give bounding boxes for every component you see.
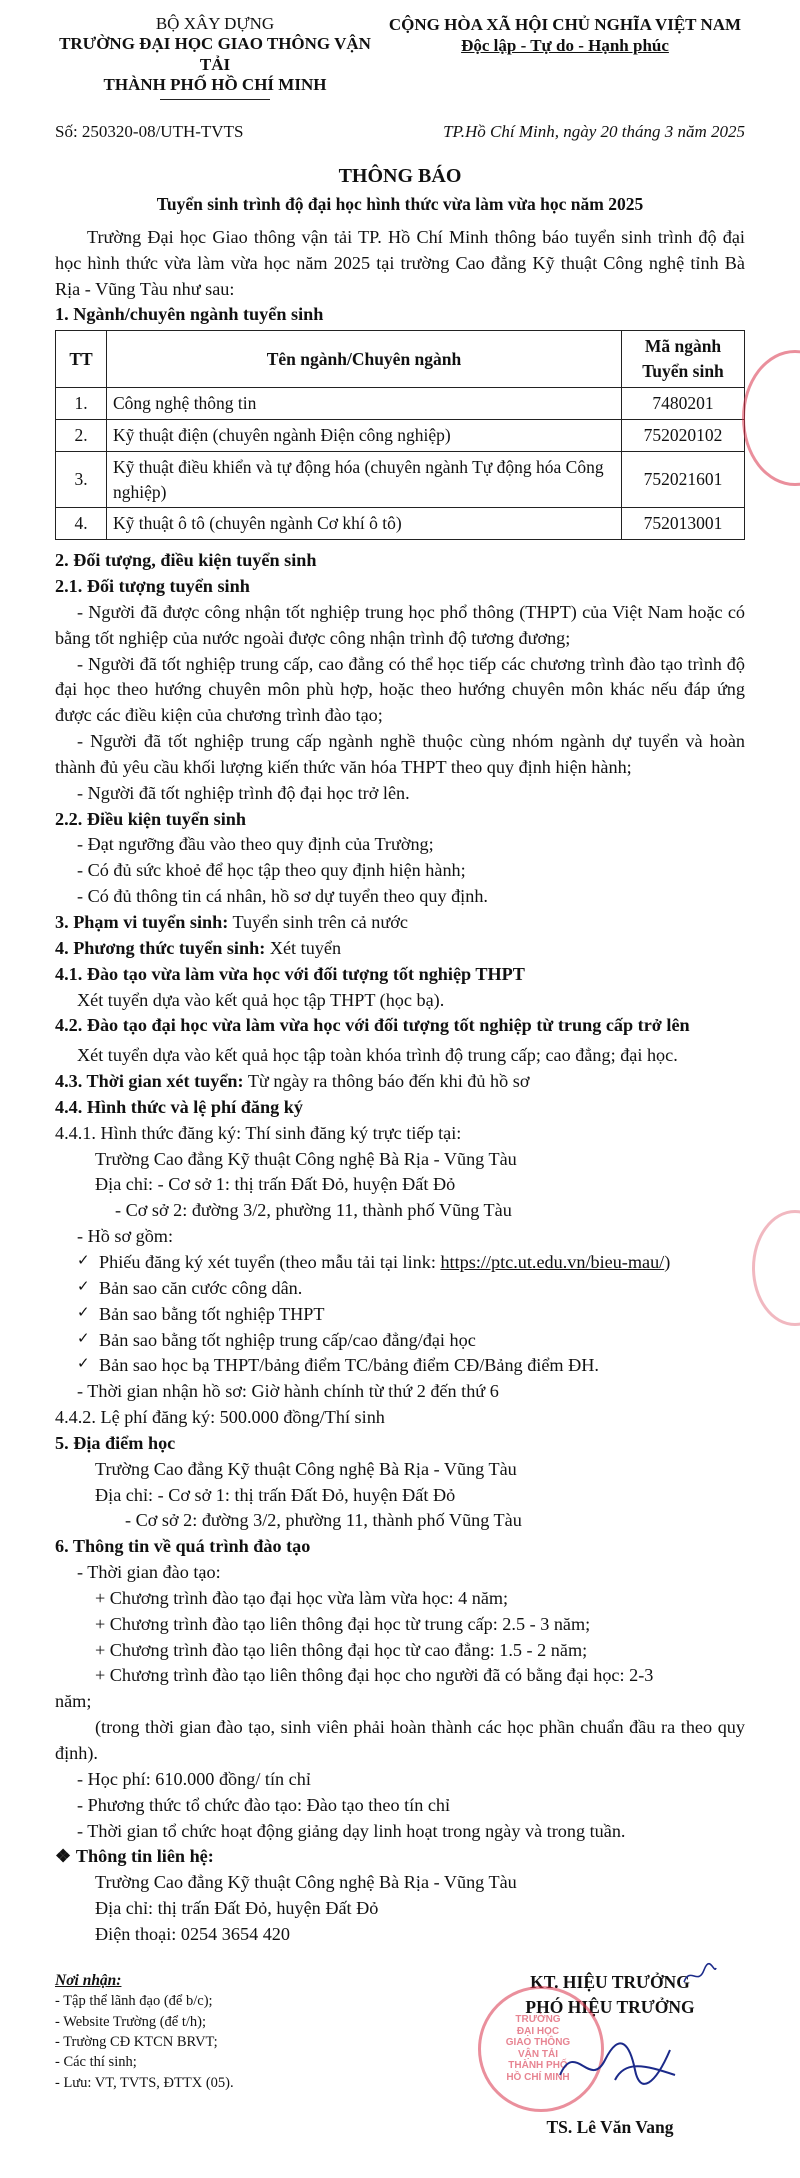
section-4-2-heading: 4.2. Đào tạo đại học vừa làm vừa học với đối tượng tốt nghiệp từ trung cấp trở lên	[55, 1015, 690, 1036]
duration-item: + Chương trình đào tạo đại học vừa làm vừa học: 4 năm;	[95, 1587, 509, 1608]
teaching-schedule: - Thời gian tổ chức hoạt động giảng dạy linh hoạt trong ngày và trong tuần.	[77, 1820, 626, 1841]
check-icon: ✓	[77, 1328, 90, 1347]
section-4-4-2: 4.4.2. Lệ phí đăng ký: 500.000 đồng/Thí sinh	[55, 1407, 385, 1428]
document-item-text: Bản sao căn cước công dân.	[99, 1277, 303, 1298]
col-header-code: Mã ngành Tuyển sinh	[622, 331, 745, 388]
section-2-2-heading: 2.2. Điều kiện tuyển sinh	[55, 808, 247, 829]
section-4-3-value: Từ ngày ra thông báo đến khi đủ hồ sơ	[243, 1071, 530, 1092]
table-row	[56, 451, 745, 508]
check-icon: ✓	[77, 1302, 90, 1321]
form-text-close: )	[664, 1251, 671, 1272]
section-3-value: Tuyển sinh trên cả nước	[228, 912, 408, 933]
section-4-label: 4. Phương thức tuyển sinh:	[55, 937, 266, 958]
document-item-text: Bản sao học bạ THPT/bảng điểm TC/bảng điểm CĐ/Bảng điểm ĐH.	[99, 1355, 599, 1376]
recipient-item: - Tập thể lãnh đạo (để b/c);	[55, 1993, 213, 2010]
duration-continued: năm;	[55, 1691, 92, 1712]
recipient-item: - Website Trường (để t/h);	[55, 2013, 207, 2030]
document-title: THÔNG BÁO	[338, 164, 462, 187]
condition-item: - Có đủ thông tin cá nhân, hồ sơ dự tuyển theo quy định.	[77, 886, 488, 907]
recipient-item: - Các thí sinh;	[55, 2054, 137, 2071]
check-icon: ✓	[77, 1354, 90, 1373]
row-major-name: Kỹ thuật ô tô (chuyên ngành Cơ khí ô tô)	[107, 508, 622, 540]
training-method: - Phương thức tổ chức đào tạo: Đào tạo theo tín chỉ	[77, 1794, 451, 1815]
section-4-3-label: 4.3. Thời gian xét tuyển:	[55, 1071, 244, 1092]
study-school: Trường Cao đẳng Kỹ thuật Công nghệ Bà Rịa - Vũng Tàu	[95, 1458, 517, 1479]
seam-stamp-top	[742, 350, 800, 486]
section-4-1-text: Xét tuyển dựa vào kết quả học tập THPT (học bạ).	[77, 989, 445, 1010]
handwritten-signature-icon	[555, 2030, 685, 2100]
initial-mark-icon	[680, 1962, 720, 1990]
document-item-text	[99, 1250, 670, 1276]
section-6-heading: 6. Thông tin về quá trình đào tạo	[55, 1536, 311, 1557]
contact-heading	[55, 1844, 745, 1870]
duration-item: + Chương trình đào tạo liên thông đại học từ cao đẳng: 1.5 - 2 năm;	[95, 1639, 588, 1660]
submission-hours: - Thời gian nhận hồ sơ: Giờ hành chính từ thứ 2 đến thứ 6	[77, 1381, 499, 1402]
condition-item: - Có đủ sức khoẻ để học tập theo quy định hiện hành;	[77, 860, 466, 881]
row-major-code: 752020102	[622, 419, 745, 451]
contact-school: Trường Cao đẳng Kỹ thuật Công nghệ Bà Rịa - Vũng Tàu	[95, 1872, 517, 1893]
recipient-item: - Lưu: VT, TVTS, ĐTTX (05).	[55, 2074, 234, 2091]
document-item	[55, 1328, 745, 1354]
document-item	[55, 1276, 745, 1302]
tuition-fee: - Học phí: 610.000 đồng/ tín chỉ	[77, 1768, 311, 1789]
document-header	[55, 14, 745, 100]
eligibility-item: - Người đã tốt nghiệp trình độ đại học trở lên.	[77, 782, 410, 803]
row-tt: 4.	[56, 508, 107, 540]
contact-phone: Điện thoại: 0254 3654 420	[95, 1923, 290, 1944]
document-item	[55, 1302, 745, 1328]
study-address-2: - Cơ sở 2: đường 3/2, phường 11, thành phố Vũng Tàu	[125, 1510, 522, 1531]
document-number: Số: 250320-08/UTH-TVTS	[55, 121, 244, 141]
study-address-1: Địa chỉ: - Cơ sở 1: thị trấn Đất Đỏ, huyện Đất Đỏ	[95, 1484, 456, 1505]
recipients-heading: Nơi nhận:	[55, 1971, 122, 1989]
section-3-label: 3. Phạm vi tuyển sinh:	[55, 912, 229, 933]
eligibility-item: - Người đã tốt nghiệp trung cấp, cao đẳng có thể học tiếp các chương trình đào tạo trình độ đại học theo hướng chuyên môn phù hợp, hoặc theo hướng chuyên môn khác nếu đáp ứng được các điều kiện của chương trình đào tạo;	[55, 653, 745, 726]
ministry-name: BỘ XÂY DỰNG	[155, 14, 275, 33]
duration-item: + Chương trình đào tạo liên thông đại học từ trung cấp: 2.5 - 3 năm;	[95, 1613, 591, 1634]
table-header-row	[56, 331, 745, 388]
section-2-heading: 2. Đối tượng, điều kiện tuyển sinh	[55, 550, 317, 571]
signature-title-2: PHÓ HIỆU TRƯỞNG	[525, 1996, 695, 2017]
diamond-bullet-icon: ❖	[55, 1846, 72, 1867]
document-date: TP.Hồ Chí Minh, ngày 20 tháng 3 năm 2025	[443, 121, 745, 141]
document-item	[55, 1250, 745, 1276]
training-note: (trong thời gian đào tạo, sinh viên phải hoàn thành các học phần chuẩn đầu ra theo quy định).	[55, 1717, 745, 1764]
majors-table	[55, 330, 745, 540]
section-1-heading: 1. Ngành/chuyên ngành tuyển sinh	[55, 304, 324, 325]
signer-name: TS. Lê Văn Vang	[546, 2117, 674, 2138]
check-icon: ✓	[77, 1276, 90, 1295]
section-2-1-heading: 2.1. Đối tượng tuyển sinh	[55, 576, 250, 597]
registration-address-1: Địa chỉ: - Cơ sở 1: thị trấn Đất Đỏ, huyện Đất Đỏ	[95, 1174, 456, 1195]
section-4-2-text: Xét tuyển dựa vào kết quả học tập toàn khóa trình độ trung cấp; cao đẳng; đại học.	[77, 1045, 678, 1066]
section-5-heading: 5. Địa điểm học	[55, 1432, 176, 1453]
university-name-line2: THÀNH PHỐ HỒ CHÍ MINH	[103, 75, 327, 95]
duration-item: + Chương trình đào tạo liên thông đại học cho người đã có bằng đại học: 2-3	[95, 1665, 654, 1686]
university-name-line1: TRƯỜNG ĐẠI HỌC GIAO THÔNG VẬN TẢI	[59, 34, 371, 74]
eligibility-item: - Người đã được công nhận tốt nghiệp trung học phổ thông (THPT) của Việt Nam hoặc có bằng tốt nghiệp của nước ngoài được công nhận trình độ tương đương;	[55, 601, 745, 648]
recipients-block	[55, 1970, 234, 2141]
seam-stamp-middle	[752, 1210, 800, 1326]
document-item-text: Bản sao bằng tốt nghiệp trung cấp/cao đẳng/đại học	[99, 1329, 476, 1350]
section-4-value: Xét tuyển	[265, 937, 342, 958]
table-row	[56, 387, 745, 419]
document-meta	[55, 120, 745, 144]
form-download-link[interactable]: https://ptc.ut.edu.vn/bieu-mau/	[440, 1251, 665, 1272]
col-header-tt: TT	[56, 331, 107, 388]
signature-title-1: KT. HIỆU TRƯỞNG	[530, 1971, 690, 1992]
col-header-name: Tên ngành/Chuyên ngành	[107, 331, 622, 388]
table-row	[56, 419, 745, 451]
document-item-text: Bản sao bằng tốt nghiệp THPT	[99, 1303, 325, 1324]
contact-heading-text: Thông tin liên hệ:	[75, 1846, 214, 1867]
issuer-underline	[160, 99, 270, 100]
form-text: Phiếu đăng ký xét tuyển (theo mẫu tải tại link:	[99, 1251, 441, 1272]
row-tt: 3.	[56, 451, 107, 508]
registration-school: Trường Cao đẳng Kỹ thuật Công nghệ Bà Rịa - Vũng Tàu	[95, 1148, 517, 1169]
condition-item: - Đạt ngưỡng đầu vào theo quy định của Trường;	[77, 834, 434, 855]
recipient-item: - Trường CĐ KTCN BRVT;	[55, 2034, 218, 2051]
contact-address: Địa chỉ: thị trấn Đất Đỏ, huyện Đất Đỏ	[95, 1898, 379, 1919]
national-title-block	[385, 14, 745, 100]
section-4-1-heading: 4.1. Đào tạo vừa làm vừa học với đối tượng tốt nghiệp THPT	[55, 963, 525, 984]
check-icon: ✓	[77, 1250, 90, 1269]
republic-name: CỘNG HÒA XÃ HỘI CHỦ NGHĨA VIỆT NAM	[388, 15, 742, 34]
row-tt: 1.	[56, 387, 107, 419]
section-4-4-1: 4.4.1. Hình thức đăng ký: Thí sinh đăng ký trực tiếp tại:	[55, 1122, 462, 1143]
row-major-name: Kỹ thuật điện (chuyên ngành Điện công nghiệp)	[107, 419, 622, 451]
stamp-text-icon: TRƯỜNG ĐẠI HỌC GIAO THÔNG VẬN TẢI THÀNH PHỐ HỒ CHÍ MINH	[505, 2014, 571, 2083]
document-item	[55, 1353, 745, 1379]
table-row	[56, 508, 745, 540]
section-3	[55, 910, 745, 936]
documents-label: - Hồ sơ gồm:	[77, 1226, 174, 1247]
registration-address-2: - Cơ sở 2: đường 3/2, phường 11, thành phố Vũng Tàu	[115, 1200, 512, 1221]
row-major-code: 752021601	[622, 451, 745, 508]
row-major-name: Kỹ thuật điều khiển và tự động hóa (chuyên ngành Tự động hóa Công nghiệp)	[107, 451, 622, 508]
document	[55, 14, 745, 2140]
eligibility-item: - Người đã tốt nghiệp trung cấp ngành nghề thuộc cùng nhóm ngành dự tuyển và hoàn thành đủ yêu cầu khối lượng kiến thức văn hóa THPT theo quy định hiện hành;	[55, 731, 745, 777]
row-major-code: 752013001	[622, 508, 745, 540]
national-motto: Độc lập - Tự do - Hạnh phúc	[461, 36, 669, 56]
section-4-4-heading: 4.4. Hình thức và lệ phí đăng ký	[55, 1096, 303, 1117]
row-major-name: Công nghệ thông tin	[107, 387, 622, 419]
intro-paragraph: Trường Đại học Giao thông vận tải TP. Hồ Chí Minh thông báo tuyển sinh trình độ đại học hình thức vừa làm vừa học năm 2025 tại trường Cao đẳng Kỹ thuật Công nghệ tỉnh Bà Rịa - Vũng Tàu như sau:	[55, 226, 745, 299]
section-4-3	[55, 1069, 745, 1095]
document-subtitle: Tuyển sinh trình độ đại học hình thức vừa làm vừa học năm 2025	[156, 194, 644, 215]
duration-label: - Thời gian đào tạo:	[77, 1562, 221, 1583]
section-4	[55, 936, 745, 962]
row-tt: 2.	[56, 419, 107, 451]
row-major-code: 7480201	[622, 387, 745, 419]
issuer-block	[55, 14, 375, 100]
